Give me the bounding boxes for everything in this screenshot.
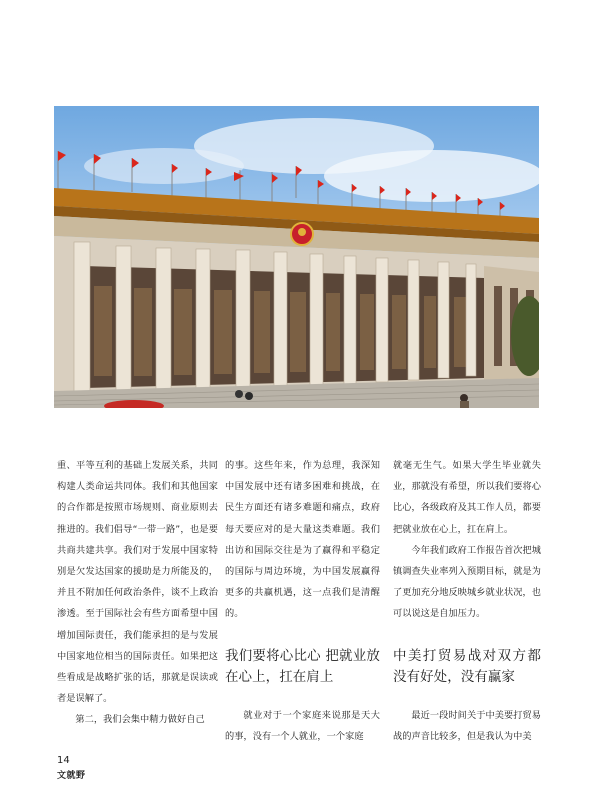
paragraph: 就业对于一个家庭来说那是天大的事，没有一个人就业，一个家庭 [225,709,380,742]
section-heading: 中美打贸易战对双方都没有好处，没有赢家 [393,647,541,685]
paragraph: 第二，我们会集中精力做好自己 [75,714,205,726]
text-column-1 [57,455,218,731]
section-heading: 我们要将心比心 把就业放在心上，扛在肩上 [225,647,380,685]
paragraph: 重、平等互利的基础上发展关系，共同构建人类命运共同体。我们和其他国家的合作都是按照市场规则、商业原则去推进的。我们倡导“一带一路”，也是要共商共建共享。我们对于发展中国家特别是欠发达国家的援助是力所能及的，并且不附加任何政治条件，谈不上政治渗透。至于国际社会有些方面希望中国增加国际责任，我们能承担的是与发展中国家地位相当的国际责任。如果把这些看成是战略扩张的话，那就是误读或者是误解了。 [57,460,218,705]
paragraph: 今年我们政府工作报告首次把城镇调查失业率列入预期目标，就是为了更加充分地反映城乡就业状况，也可以说这是自加压力。 [393,544,541,620]
magazine-name: 文就野 [57,771,86,781]
great-hall-photo [54,106,539,408]
paragraph: 最近一段时间关于中美要打贸易战的声音比较多，但是我认为中美 [393,709,541,742]
paragraph: 就毫无生气。如果大学生毕业就失业，那就没有希望，所以我们要将心比心，各级政府及其工作人员，都要把就业放在心上，扛在肩上。 [393,460,541,535]
text-column-3 [393,455,541,747]
great-hall-illustration [54,106,539,408]
page-number: 14 [57,755,70,766]
paragraph: 的事。这些年来，作为总理，我深知中国发展中还有诸多困难和挑战，在民生方面还有诸多难题和痛点，政府每天要应对的是大量这类难题。我们出访和国际交往是为了赢得和平稳定的国际与周边环境，为中国发展赢得更多的共赢机遇，这一点我们是清醒的。 [225,460,380,620]
text-column-2 [225,455,380,747]
